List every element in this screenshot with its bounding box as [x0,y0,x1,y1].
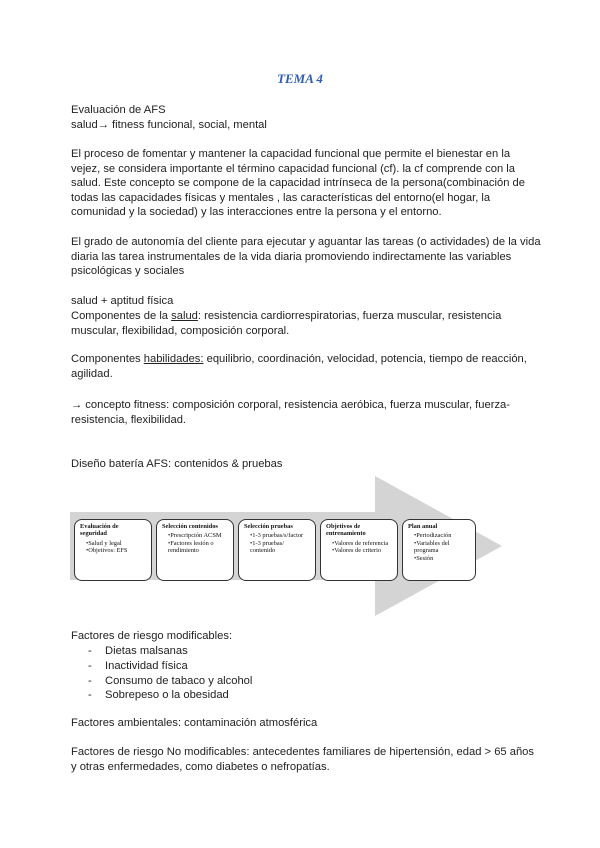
factores-no-modificables: Factores de riesgo No modificables: antecedentes familiares de hipertensión, edad > 65 años y otras enfermedades, como diabetes o nefropatías. [71,746,535,773]
diagram-box-3-item-1: • 1-3 pruebas/s/factor [250,532,310,539]
componentes-habilidades-rest: equilibrio, coordinación, velocidad, potencia, tiempo de reacción, agilidad. [71,353,527,380]
factores-ambientales: Factores ambientales: contaminación atmosférica [71,717,318,729]
diagram-box-2-title: Selección contenidos [162,523,218,530]
diagram-box-1 [74,519,152,581]
diagram-box-2-item-2: • Factores lesión o rendimiento [168,540,228,555]
diagram-box-5-title: Plan anual [408,523,438,530]
diseno-bateria: Diseño batería AFS: contenidos & pruebas [71,458,283,470]
componentes-salud-prefix: Componentes de la [71,310,172,322]
diagram-box-4-item-2: • Valores de criterio [332,547,392,554]
diagram-box-2 [156,519,234,581]
paragraph-capacidad-funcional: El proceso de fomentar y mantener la capacidad funcional que permite el bienestar en la vejez, se considera importante el término capacidad funcional (cf). la cf comprende con la salud. Este concepto se compone de la capacidad intrínseca de la persona(combinación de todas las capacidades físicas y mentales , las características del entorno(el hogar, la comunidad y la sociedad) y las interacciones entre la persona y el entorno. [71,148,526,219]
diagram-box-4-item-1: • Valores de referencia [332,540,392,547]
diagram-box-2-item-1: • Prescripción ACSM [168,532,228,539]
list-item: - Sobrepeso o la obesidad [88,688,252,703]
diagram-box-5-item-1: • Periodización [414,532,470,539]
diagram-box-1-title: Evaluación de seguridad [80,523,119,538]
diagram-box-1-item-1: • Salud y legal [86,540,146,547]
paragraph-autonomia: El grado de autonomía del cliente para ejecutar y aguantar las tareas (o actividades) de la vida diaria las tarea instrumentales de la vida diaria promoviendo indirectamente las variables psicológicas y sociales [71,236,541,278]
list-item: - Inactividad física [88,659,252,674]
diagram-box-1-item-2: • Objetivos: EFS [86,547,146,554]
componentes-habilidades [71,352,541,381]
salud-aptitud: salud + aptitud física [71,295,174,307]
riesgo-modificables-title: Factores de riesgo modificables: [71,630,233,642]
diagram-box-5-item-3: • Sesión [414,555,470,562]
diagram-box-3 [238,519,316,581]
componentes-salud [71,309,541,338]
diagram-box-3-item-2: • 1-3 pruebas/ contenido [250,540,310,555]
process-diagram [70,476,502,616]
diagram-box-4 [320,519,398,581]
diagram-box-4-title: Objetivos de entrenamiento [326,523,366,538]
componentes-habilidades-prefix: Componentes [71,353,144,365]
diagram-box-5 [402,519,476,581]
componentes-habilidades-underlined: habilidades: [143,353,204,365]
riesgo-modificables-list [88,644,252,703]
page-title: TEMA 4 [277,71,323,86]
componentes-salud-rest: : resistencia cardiorrespiratorias, fuerza muscular, resistencia muscular, flexibilidad, composición corporal. [71,310,502,337]
salud-line: salud→ fitness funcional, social, mental [71,119,267,131]
concepto-fitness: → concepto fitness: composición corporal, resistencia aeróbica, fuerza muscular, fuerza-resistencia, flexibilidad. [71,399,510,426]
list-item: - Consumo de tabaco y alcohol [88,674,252,689]
diagram-box-3-title: Selección pruebas [244,523,293,530]
diagram-box-5-item-2: • Variables del programa [414,540,470,555]
heading: Evaluación de AFS [71,104,166,116]
componentes-salud-underlined: salud [171,310,198,322]
list-item: - Dietas malsanas [88,644,252,659]
